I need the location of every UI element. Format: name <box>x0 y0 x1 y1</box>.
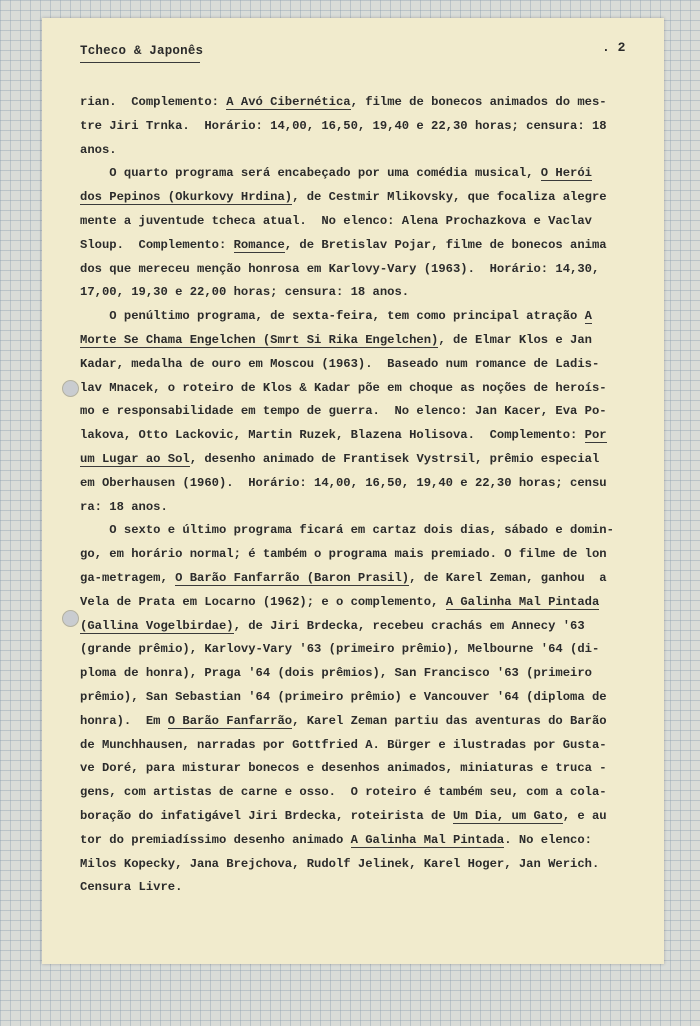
text-segment: rian. Complemento: <box>80 95 227 109</box>
text-segment: mente a juventude tcheca atual. No elenco: Alena Prochazkova e Vaclav <box>80 213 592 228</box>
text-segment: , de Bretislav Pojar, filme de bonecos anima <box>284 237 607 252</box>
text-segment: Kadar, medalha de ouro em Moscou (1963). Baseado num romance de Ladis- <box>80 356 600 371</box>
underlined-title: A Galinha Mal Pintada <box>350 832 505 847</box>
text-segment: honra). Em <box>80 713 168 728</box>
text-line <box>80 234 625 258</box>
text-segment: O sexto e último programa ficará em cartaz dois dias, sábado e domin- <box>80 523 614 538</box>
text-segment: Milos Kopecky, Jana Brejchova, Rudolf Jelinek, Karel Hoger, Jan Werich. <box>80 856 600 871</box>
text-segment: mo e responsabilidade em tempo de guerra. No elenco: Jan Kacer, Eva Po- <box>80 404 607 419</box>
text-line <box>80 210 625 234</box>
text-line <box>80 448 625 472</box>
text-segment: em Oberhausen (1960). Horário: 14,00, 16,50, 19,40 e 22,30 horas; censu <box>80 475 607 490</box>
punch-hole <box>62 610 79 627</box>
text-line <box>80 781 625 805</box>
text-line <box>80 496 625 520</box>
text-segment: ve Doré, para misturar bonecos e desenhos animados, miniaturas e truca - <box>80 761 607 776</box>
text-segment: O quarto programa será encabeçado por uma comédia musical, <box>80 166 541 181</box>
text-line <box>80 305 625 329</box>
text-line <box>80 258 625 282</box>
text-segment: lakova, Otto Lackovic, Martin Ruzek, Blazena Holisova. Complemento: <box>80 428 585 443</box>
text-line <box>80 686 625 710</box>
text-segment: ra: 18 anos. <box>80 499 168 514</box>
text-segment: , filme de bonecos animados do mes- <box>350 95 607 109</box>
underlined-title: Morte Se Chama Engelchen (Smrt Si Rika Engelchen) <box>80 332 439 347</box>
underlined-title: Um Dia, um Gato <box>453 808 563 823</box>
underlined-title: A Avó Cibernética <box>226 95 351 109</box>
text-line <box>80 162 625 186</box>
text-segment: , de Elmar Klos e Jan <box>438 332 592 347</box>
text-line <box>80 876 625 900</box>
underlined-title: (Gallina Vogelbirdae) <box>80 618 234 633</box>
underlined-title: O Barão Fanfarrão <box>167 713 293 728</box>
underlined-title: O Herói <box>540 166 592 181</box>
underlined-title: Por <box>584 428 607 443</box>
text-segment: , e au <box>562 808 607 823</box>
text-line <box>80 329 625 353</box>
text-line <box>80 353 625 377</box>
text-segment: tor do premiadíssimo desenho animado <box>80 832 351 847</box>
text-segment: de Munchhausen, narradas por Gottfried A. Bürger e ilustradas por Gusta- <box>80 737 607 752</box>
text-segment: gens, com artistas de carne e osso. O roteiro é também seu, com a cola- <box>80 785 607 800</box>
text-segment: prêmio), San Sebastian '64 (primeiro prêmio) e Vancouver '64 (diploma de <box>80 689 607 704</box>
text-segment: , de Karel Zeman, ganhou a <box>409 570 607 585</box>
typewritten-body <box>80 91 625 900</box>
underlined-title: um Lugar ao Sol <box>80 451 190 466</box>
text-line <box>80 829 625 853</box>
text-line <box>80 638 625 662</box>
text-segment: lav Mnacek, o roteiro de Klos & Kadar põe em choque as noções de heroís- <box>80 380 607 395</box>
document-page <box>42 18 664 964</box>
underlined-title: O Barão Fanfarrão (Baron Prasil) <box>175 570 410 585</box>
text-segment: Vela de Prata em Locarno (1962); e o complemento, <box>80 594 446 609</box>
text-segment: Sloup. Complemento: <box>80 237 234 252</box>
text-segment: go, em horário normal; é também o programa mais premiado. O filme de lon <box>80 547 607 562</box>
text-line <box>80 472 625 496</box>
text-segment: (grande prêmio), Karlovy-Vary '63 (primeiro prêmio), Melbourne '64 (di- <box>80 642 600 657</box>
text-segment: dos que mereceu menção honrosa em Karlovy-Vary (1963). Horário: 14,30, <box>80 261 600 276</box>
header-underline <box>80 62 200 63</box>
text-segment: , de Jiri Brdecka, recebeu crachás em Annecy '63 <box>233 618 585 633</box>
text-segment: Censura Livre. <box>80 880 183 895</box>
text-segment: tre Jiri Trnka. Horário: 14,00, 16,50, 19,40 e 22,30 horas; censura: 18 <box>80 118 607 133</box>
text-line <box>80 710 625 734</box>
text-line <box>80 853 625 877</box>
text-line <box>80 757 625 781</box>
text-segment: O penúltimo programa, de sexta-feira, tem como principal atração <box>80 309 585 324</box>
underlined-title: Romance <box>233 237 285 252</box>
text-line <box>80 186 625 210</box>
underlined-title: A Galinha Mal Pintada <box>445 594 600 609</box>
text-line <box>80 805 625 829</box>
text-line <box>80 662 625 686</box>
page-header-title: Tcheco & Japonês <box>80 44 204 58</box>
text-segment: anos. <box>80 142 117 157</box>
text-line <box>80 91 625 115</box>
text-segment: ga-metragem, <box>80 570 176 585</box>
text-line <box>80 377 625 401</box>
text-line <box>80 115 625 139</box>
text-line <box>80 591 625 615</box>
text-line <box>80 615 625 639</box>
text-segment: ploma de honra), Praga '64 (dois prêmios), San Francisco '63 (primeiro <box>80 666 592 681</box>
text-line <box>80 543 625 567</box>
text-line <box>80 139 625 163</box>
text-segment: 17,00, 19,30 e 22,00 horas; censura: 18 anos. <box>80 285 410 300</box>
text-line <box>80 567 625 591</box>
underlined-title: dos Pepinos (Okurkovy Hrdina) <box>80 190 293 205</box>
text-segment: boração do infatigável Jiri Brdecka, roteirista de <box>80 808 453 823</box>
text-line <box>80 281 625 305</box>
text-line <box>80 424 625 448</box>
text-segment: , de Cestmir Mlikovsky, que focaliza alegre <box>292 190 607 205</box>
underlined-title: A <box>584 309 592 324</box>
text-segment: , desenho animado de Frantisek Vystrsil, prêmio especial <box>189 451 600 466</box>
text-line <box>80 519 625 543</box>
text-segment: , Karel Zeman partiu das aventuras do Barão <box>292 713 607 728</box>
punch-hole <box>62 380 79 397</box>
text-line <box>80 400 625 424</box>
page-number: . 2 <box>602 40 626 55</box>
text-segment: . No elenco: <box>504 832 592 847</box>
text-line <box>80 734 625 758</box>
